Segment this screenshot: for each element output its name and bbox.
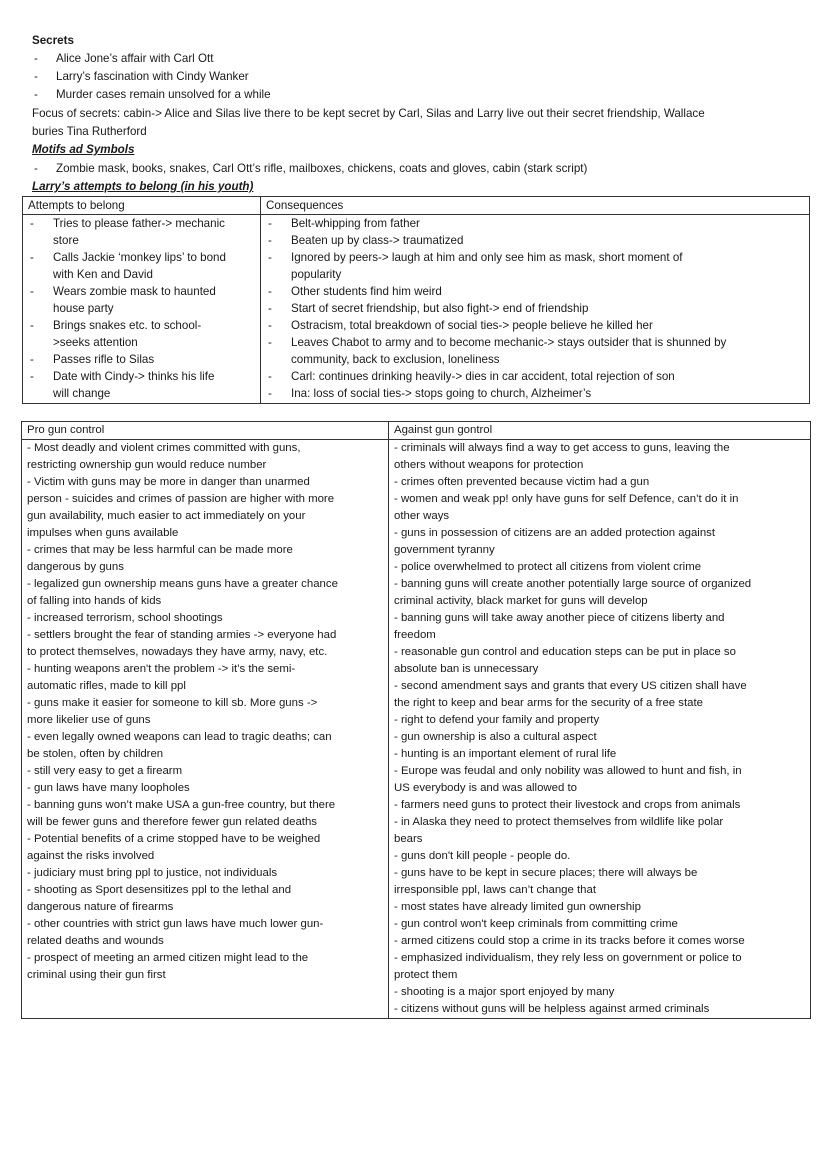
attempt-item xyxy=(28,368,260,402)
belong-col2-header: Consequences xyxy=(261,197,810,215)
bullet-dash: - xyxy=(34,52,38,65)
against-gun-line: freedom xyxy=(394,629,436,641)
pro-gun-line: - Victim with guns may be more in danger than unarmed xyxy=(27,476,310,488)
pro-gun-line: - other countries with strict gun laws have much lower gun- xyxy=(27,918,324,930)
against-gun-cell xyxy=(389,440,811,1019)
against-gun-line: the right to keep and bear arms for the security of a free state xyxy=(394,697,703,709)
consequence-item xyxy=(266,385,809,402)
against-gun-line: - second amendment says and grants that every US citizen shall have xyxy=(394,680,747,692)
attempt-item xyxy=(28,351,260,368)
pro-gun-line: - banning guns won’t make USA a gun-free country, but there xyxy=(27,799,336,811)
against-gun-line: others without weapons for protection xyxy=(394,459,584,471)
secrets-item: Alice Jone’s affair with Carl Ott xyxy=(56,52,214,65)
against-gun-line: - farmers need guns to protect their livestock and crops from animals xyxy=(394,799,741,811)
against-gun-line: irresponsible ppl, laws can’t change that xyxy=(394,884,596,896)
consequence-item-text: community, back to exclusion, loneliness xyxy=(291,353,500,366)
pro-gun-points xyxy=(27,440,388,984)
against-gun-line: - guns in possession of citizens are an added protection against xyxy=(394,527,716,539)
against-gun-line: government tyranny xyxy=(394,544,495,556)
pro-gun-line: - legalized gun ownership means guns have a greater chance xyxy=(27,578,338,590)
consequence-item-text: popularity xyxy=(291,268,342,281)
belong-heading: Larry’s attempts to belong (in his youth) xyxy=(32,180,254,193)
consequence-item-text: - Other students find him weird xyxy=(291,285,442,298)
against-gun-line: protect them xyxy=(394,969,458,981)
pro-gun-line: - Potential benefits of a crime stopped have to be weighed xyxy=(27,833,321,845)
consequence-item-text: - Leaves Chabot to army and to become mechanic-> stays outsider that is shunned by xyxy=(291,336,727,349)
consequence-item-text: - Ignored by peers-> laugh at him and only see him as mask, short moment of xyxy=(291,251,683,264)
against-gun-line: - gun control won't keep criminals from committing crime xyxy=(394,918,678,930)
attempt-item-text: - Date with Cindy-> thinks his life xyxy=(53,370,215,383)
pro-gun-line: will be fewer guns and therefore fewer gun related deaths xyxy=(27,816,318,828)
pro-gun-line: - hunting weapons aren't the problem -> it’s the semi- xyxy=(27,663,296,675)
pro-gun-line: gun availability, much easier to act immediately on your xyxy=(27,510,306,522)
pro-gun-line: criminal using their gun first xyxy=(27,969,166,981)
belong-col1-header: Attempts to belong xyxy=(23,197,261,215)
belong-table xyxy=(22,196,810,404)
secrets-heading: Secrets xyxy=(32,34,74,47)
against-gun-line: - emphasized individualism, they rely less on government or police to xyxy=(394,952,742,964)
against-gun-line: - hunting is an important element of rural life xyxy=(394,748,617,760)
pro-gun-line: - crimes that may be less harmful can be made more xyxy=(27,544,293,556)
pro-gun-line: impulses when guns available xyxy=(27,527,179,539)
pro-gun-line: dangerous by guns xyxy=(27,561,124,573)
pro-gun-line: dangerous nature of firearms xyxy=(27,901,174,913)
attempt-item-text: - Passes rifle to Silas xyxy=(53,353,155,366)
attempt-item-text: with Ken and David xyxy=(53,268,153,281)
secrets-focus-cont: buries Tina Rutherford xyxy=(32,125,147,138)
consequence-item-text: - Carl: continues drinking heavily-> dies in car accident, total rejection of son xyxy=(291,370,675,383)
secrets-focus: Focus of secrets: cabin-> Alice and Silas live there to be kept secret by Carl, Silas and Larry live out their secret friendship, Wallace xyxy=(32,107,705,120)
pro-gun-line: - even legally owned weapons can lead to tragic deaths; can xyxy=(27,731,332,743)
consequences-cell xyxy=(261,215,810,404)
consequences-list xyxy=(266,215,809,402)
pro-gun-line: - judiciary must bring ppl to justice, not individuals xyxy=(27,867,278,879)
pro-gun-line: to protect themselves, nowadays they have army, navy, etc. xyxy=(27,646,328,658)
attempt-item-text: - Brings snakes etc. to school- xyxy=(53,319,202,332)
pro-gun-line: against the risks involved xyxy=(27,850,155,862)
consequence-item-text: - Start of secret friendship, but also fight-> end of friendship xyxy=(291,302,589,315)
consequence-item-text: - Belt-whipping from father xyxy=(291,217,420,230)
against-gun-header: Against gun gontrol xyxy=(389,422,811,440)
bullet-dash: - xyxy=(34,162,38,175)
against-gun-line: - most states have already limited gun ownership xyxy=(394,901,641,913)
against-gun-line: bears xyxy=(394,833,423,845)
consequence-item xyxy=(266,249,809,283)
consequence-item xyxy=(266,368,809,385)
attempt-item-text: - Wears zombie mask to haunted xyxy=(53,285,216,298)
pro-gun-cell xyxy=(22,440,389,1019)
attempt-item-text: store xyxy=(53,234,79,247)
consequence-item xyxy=(266,215,809,232)
against-gun-line: - guns have to be kept in secure places; there will always be xyxy=(394,867,698,879)
pro-gun-line: be stolen, often by children xyxy=(27,748,164,760)
pro-gun-line: - still very easy to get a firearm xyxy=(27,765,183,777)
pro-gun-line: - increased terrorism, school shootings xyxy=(27,612,223,624)
pro-gun-line: related deaths and wounds xyxy=(27,935,164,947)
against-gun-points xyxy=(394,440,810,1018)
against-gun-line: - shooting is a major sport enjoyed by many xyxy=(394,986,615,998)
pro-gun-line: automatic rifles, made to kill ppl xyxy=(27,680,186,692)
consequence-item xyxy=(266,232,809,249)
against-gun-line: - armed citizens could stop a crime in its tracks before it comes worse xyxy=(394,935,745,947)
pro-gun-line: - guns make it easier for someone to kill sb. More guns -> xyxy=(27,697,318,709)
against-gun-line: - criminals will always find a way to get access to guns, leaving the xyxy=(394,442,730,454)
pro-gun-line: person - suicides and crimes of passion are higher with more xyxy=(27,493,335,505)
against-gun-line: - citizens without guns will be helpless against armed criminals xyxy=(394,1003,710,1015)
bullet-dash: - xyxy=(34,88,38,101)
against-gun-line: US everybody is and was allowed to xyxy=(394,782,577,794)
against-gun-line: criminal activity, black market for guns will develop xyxy=(394,595,648,607)
against-gun-line: - gun ownership is also a cultural aspect xyxy=(394,731,597,743)
consequence-item xyxy=(266,334,809,368)
consequence-item xyxy=(266,283,809,300)
attempt-item xyxy=(28,283,260,317)
motifs-heading: Motifs ad Symbols xyxy=(32,143,135,156)
bullet-dash: - xyxy=(34,70,38,83)
secrets-item: Murder cases remain unsolved for a while xyxy=(56,88,271,101)
attempt-item xyxy=(28,215,260,249)
pro-gun-header: Pro gun control xyxy=(22,422,389,440)
against-gun-line: - reasonable gun control and education steps can be put in place so xyxy=(394,646,736,658)
against-gun-line: - guns don't kill people - people do. xyxy=(394,850,571,862)
pro-gun-line: - gun laws have many loopholes xyxy=(27,782,190,794)
against-gun-line: - police overwhelmed to protect all citizens from violent crime xyxy=(394,561,702,573)
attempt-item-text: - Calls Jackie ‘monkey lips’ to bond xyxy=(53,251,226,264)
consequence-item xyxy=(266,300,809,317)
attempt-item xyxy=(28,317,260,351)
pro-gun-line: restricting ownership gun would reduce number xyxy=(27,459,267,471)
against-gun-line: - banning guns will take away another piece of citizens liberty and xyxy=(394,612,725,624)
consequence-item-text: - Beaten up by class-> traumatized xyxy=(291,234,464,247)
pro-gun-line: of falling into hands of kids xyxy=(27,595,162,607)
consequence-item-text: - Ina: loss of social ties-> stops going to church, Alzheimer’s xyxy=(291,387,592,400)
gun-control-table xyxy=(21,421,811,1019)
attempt-item-text: - Tries to please father-> mechanic xyxy=(53,217,225,230)
against-gun-line: absolute ban is unnecessary xyxy=(394,663,539,675)
attempt-item-text: >seeks attention xyxy=(53,336,138,349)
attempt-item-text: house party xyxy=(53,302,114,315)
pro-gun-line: more likelier use of guns xyxy=(27,714,151,726)
secrets-item: Larry’s fascination with Cindy Wanker xyxy=(56,70,249,83)
pro-gun-line: - prospect of meeting an armed citizen might lead to the xyxy=(27,952,309,964)
attempts-list xyxy=(28,215,260,402)
attempt-item-text: will change xyxy=(53,387,111,400)
against-gun-line: - Europe was feudal and only nobility was allowed to hunt and fish, in xyxy=(394,765,742,777)
against-gun-line: - right to defend your family and property xyxy=(394,714,600,726)
pro-gun-line: - settlers brought the fear of standing armies -> everyone had xyxy=(27,629,337,641)
motifs-item: Zombie mask, books, snakes, Carl Ott’s rifle, mailboxes, chickens, coats and gloves, cabin (stark script) xyxy=(56,162,588,175)
against-gun-line: other ways xyxy=(394,510,450,522)
against-gun-line: - crimes often prevented because victim had a gun xyxy=(394,476,650,488)
consequence-item-text: - Ostracism, total breakdown of social ties-> people believe he killed her xyxy=(291,319,653,332)
pro-gun-line: - shooting as Sport desensitizes ppl to the lethal and xyxy=(27,884,292,896)
consequence-item xyxy=(266,317,809,334)
pro-gun-line: - Most deadly and violent crimes committed with guns, xyxy=(27,442,301,454)
attempts-cell xyxy=(23,215,261,404)
against-gun-line: - banning guns will create another potentially large source of organized xyxy=(394,578,752,590)
attempt-item xyxy=(28,249,260,283)
against-gun-line: - women and weak pp! only have guns for self Defence, can’t do it in xyxy=(394,493,739,505)
against-gun-line: - in Alaska they need to protect themselves from wildlife like polar xyxy=(394,816,724,828)
